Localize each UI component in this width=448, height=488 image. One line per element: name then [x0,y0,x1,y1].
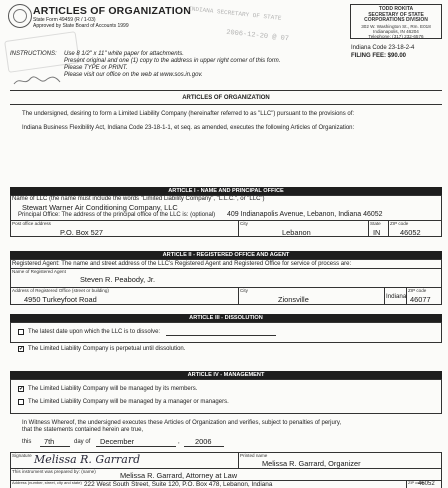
dissolve-date-field[interactable] [166,335,276,336]
principal-office-label: Principal Office: The address of the principal office of the LLC is: (optional) [18,212,216,218]
approval-note: Approved by State Board of Accounts 1999 [33,23,129,29]
member-managed-checkbox[interactable]: ✓ [19,386,25,392]
dissolve-date-label: The latest date upon which the LLC is to dissolve: [28,329,161,335]
indiana-code: Indiana Code 23-18-2-4 [351,45,415,51]
agent-zip-value: 46077 [410,295,431,304]
witness-line-1: In Witness Whereof, the undersigned executes these Articles of Organization and verifies, subject to penalties of perjury, [22,420,342,426]
article-4-section [10,379,442,414]
scribble-mark [12,74,62,86]
dissolve-date-checkbox[interactable] [18,329,24,335]
llc-name-value: Stewart Warner Air Conditioning Company, LLC [22,203,178,212]
registered-office-value: 4950 Turkeyfoot Road [24,295,97,304]
printed-name-value: Melissa R. Garrard, Organizer [262,459,361,468]
filing-fee: FILING FEE: $90.00 [351,53,407,59]
agent-zip-label: ZIP code [408,288,427,293]
agent-state-value: Indiana [386,293,407,300]
this-label: this [22,439,32,445]
preparer-zip-label: ZIP code [408,480,424,485]
intro-heading: ARTICLES OF ORGANIZATION [182,95,270,101]
principal-office-value: 409 Indianapolis Avenue, Lebanon, Indiana 46052 [227,211,383,218]
agent-city-label: City [240,288,248,293]
article-2-heading: ARTICLE II - REGISTERED OFFICE AND AGENT [10,251,442,259]
official-address-box [350,4,442,39]
month-value: December [100,437,135,446]
perpetual-label: The Limited Liability Company is perpetual until dissolution. [28,346,186,352]
form-number: State Form 49459 (R / 1-03) [33,17,96,23]
signature-label: Signature [12,453,32,458]
city-label: City [240,221,248,226]
instructions-line-2: Present original and one (1) copy to the address in upper right corner of this form. [64,58,281,64]
intro-line-2: Indiana Business Flexibility Act, Indiana Code 23-18-1-1, et seq. as amended, executes the following Articles of Organization: [22,125,355,131]
manager-managed-label: The Limited Liability Company will be managed by a manager or managers. [28,399,229,405]
form-title: ARTICLES OF ORGANIZATION [33,5,192,17]
handwritten-signature: Melissa R. Garrard [34,453,141,466]
registered-agent-intro: Registered Agent: The name and street address of the LLC's Registered Agent and Registered Office for service of process are: [12,261,352,267]
article-4-heading: ARTICLE IV - MANAGEMENT [10,371,442,379]
instructions-line-4: Please visit our office on the web at www.sos.in.gov. [64,72,203,78]
state-value: IN [373,228,381,237]
day-value: 7th [44,437,55,446]
preparer-zip-value: 46052 [418,481,435,487]
printed-name-label: Printed name [240,453,268,458]
date-comma: , [178,439,180,445]
article-3-heading: ARTICLE III - DISSOLUTION [10,314,442,322]
prepared-by-value: Melissa R. Garrard, Attorney at Law [120,471,238,480]
instructions-label: INSTRUCTIONS: [10,51,57,57]
preparer-address-value: 222 West South Street, Suite 120, P.O. Box 478, Lebanon, Indiana [84,481,273,488]
agent-city-value: Zionsville [278,295,309,304]
post-office-label: Post office address [12,221,51,226]
zip-value: 46052 [400,228,421,237]
official-name: TODD ROKITA [378,6,414,12]
instructions-line-3: Please TYPE or PRINT. [64,65,128,71]
city-value: Lebanon [282,228,311,237]
llc-name-label: Name of LLC (the name must include the words "Limited Liability Company", "L.L.C.", or "LLC") [12,196,265,202]
agent-name-value: Steven R. Peabody, Jr. [80,275,156,284]
official-phone: Telephone: (317) 232-6576 [368,33,424,39]
witness-line-2: that the statements contained herein are true, [22,427,144,433]
article-1-heading: ARTICLE I - NAME AND PRINCIPAL OFFICE [10,187,442,195]
official-street: 302 W. Washington St., Rm. E018 [361,23,431,29]
official-title: SECRETARY OF STATE [368,11,424,18]
filing-stamp: INDIANA SECRETARY OF STATE [187,5,282,22]
official-division: CORPORATIONS DIVISION [364,17,428,23]
preparer-address-label: Address (number, street, city and state) [12,480,82,485]
day-of-label: day of [74,439,91,445]
filing-stamp-date: 2006-12-20 @ 07 [225,28,290,44]
perpetual-checkbox[interactable]: ✓ [19,346,25,352]
zip-label: ZIP code [390,221,409,226]
member-managed-label: The Limited Liability Company will be managed by its members. [28,386,198,392]
intro-line-1: The undersigned, desiring to form a Limited Liability Company (hereinafter referred to as "LLC") pursuant to the provisions of: [22,111,355,117]
state-seal-icon [8,4,32,28]
post-office-value: P.O. Box 527 [60,228,104,237]
year-value: 2006 [195,437,212,446]
prepared-by-label: This instrument was prepared by: (name) [12,469,96,474]
official-city: Indianapolis, IN 46204 [373,28,419,34]
agent-name-label: Name of Registered Agent [12,269,66,274]
manager-managed-checkbox[interactable] [18,399,24,405]
instructions-line-1: Use 8 1/2" x 11" white paper for attachments. [64,51,184,57]
state-label: State [370,221,381,226]
registered-office-label: Address of Registered Office (street or building) [12,288,109,293]
